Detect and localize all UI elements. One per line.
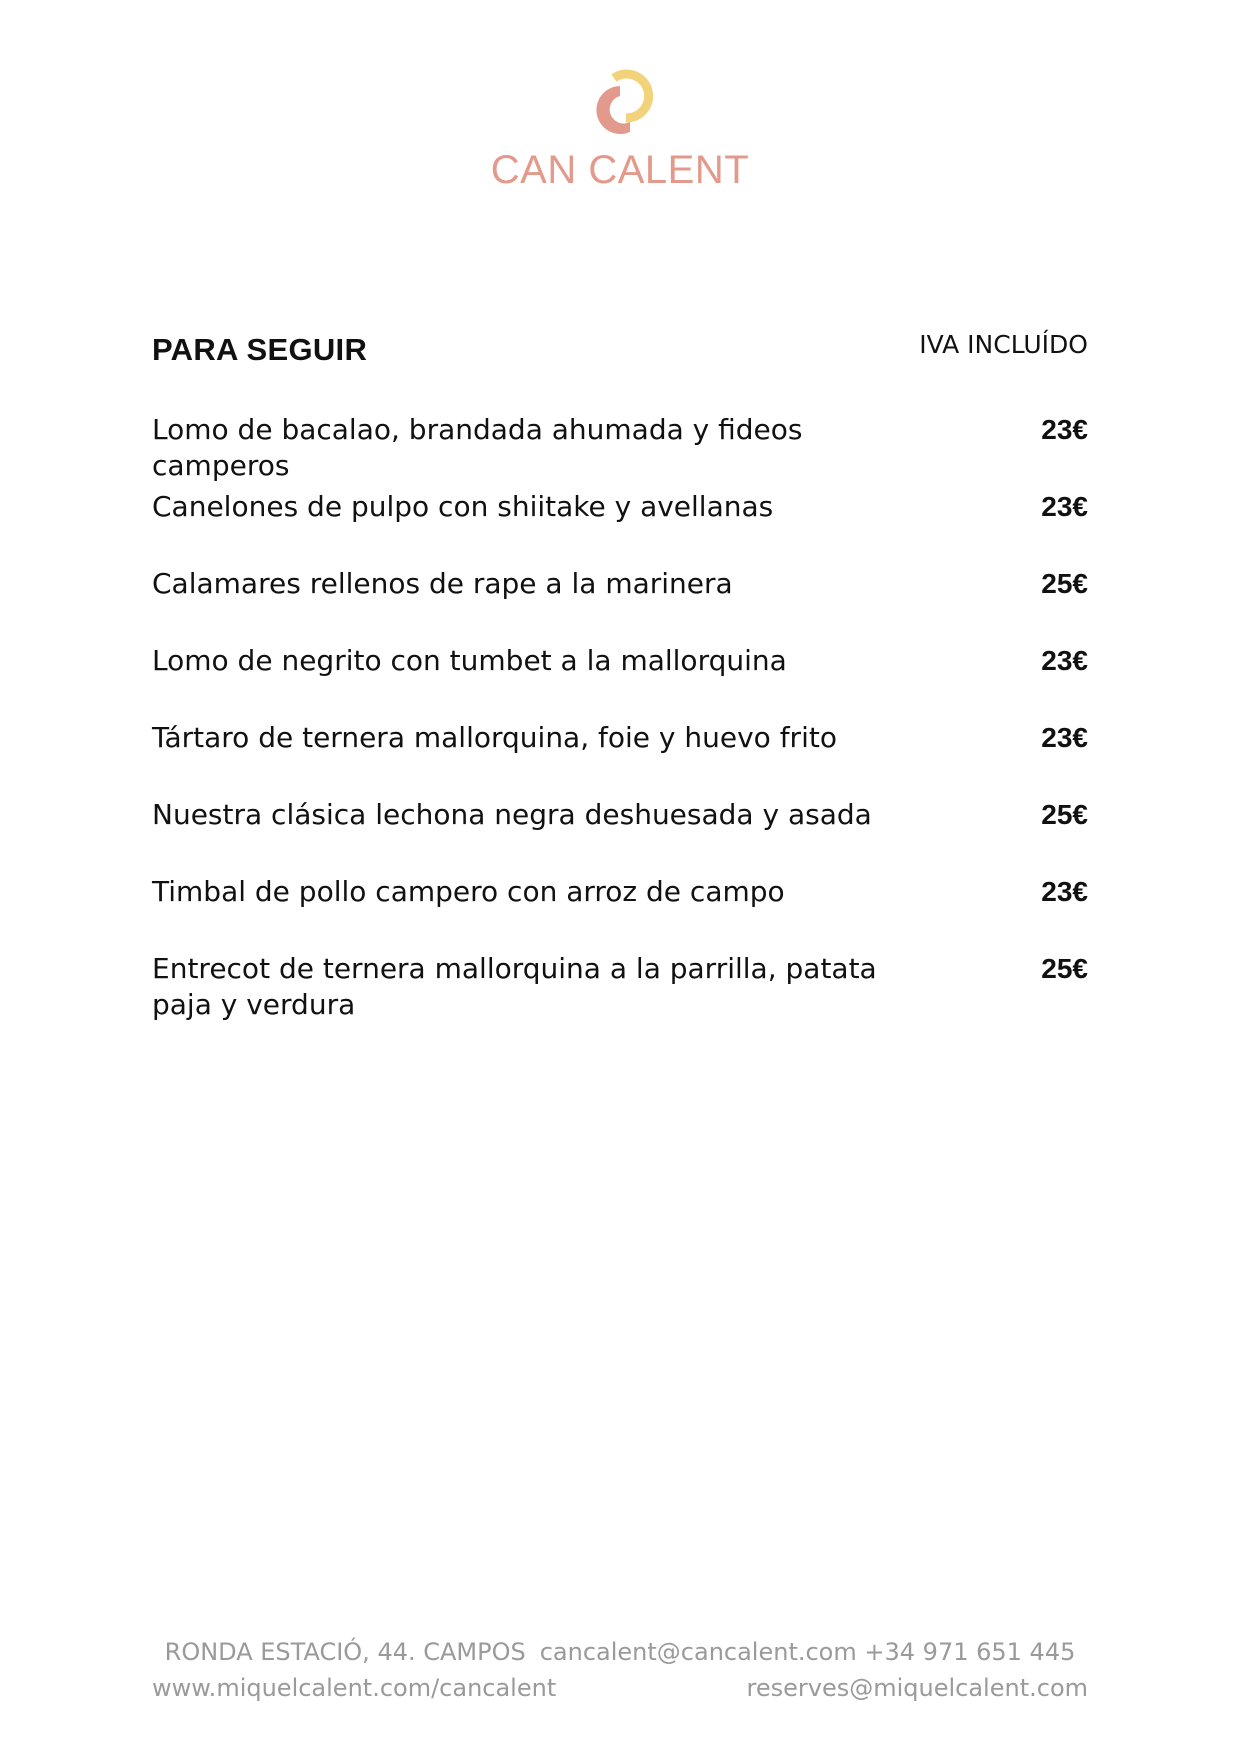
dish-name: Nuestra clásica lechona negra deshuesada y asada bbox=[152, 798, 872, 831]
menu-item bbox=[152, 566, 1088, 643]
menu-items bbox=[152, 412, 1088, 1028]
dish-name: Timbal de pollo campero con arroz de campo bbox=[152, 875, 785, 908]
dish-name: Lomo de negrito con tumbet a la mallorquina bbox=[152, 644, 787, 677]
logo bbox=[0, 56, 1240, 192]
brand-name: CAN CALENT bbox=[490, 148, 750, 192]
tax-note: IVA INCLUÍDO bbox=[919, 330, 1088, 359]
website-link[interactable]: www.miquelcalent.com/cancalent bbox=[152, 1674, 557, 1702]
menu-item bbox=[152, 951, 1088, 1028]
section-title: PARA SEGUIR bbox=[152, 332, 368, 367]
footer-contact-line bbox=[0, 1636, 1240, 1668]
dish-name: Lomo de bacalao, brandada ahumada y fideos camperos bbox=[152, 413, 803, 482]
footer bbox=[0, 1636, 1240, 1708]
menu-item bbox=[152, 643, 1088, 720]
dish-name: Tártaro de ternera mallorquina, foie y huevo frito bbox=[152, 721, 837, 754]
reservations-email-link[interactable]: reserves@miquelcalent.com bbox=[746, 1674, 1088, 1702]
dish-price: 23€ bbox=[1041, 491, 1088, 522]
dish-price: 25€ bbox=[1041, 568, 1088, 599]
menu-item bbox=[152, 489, 1088, 566]
dish-name: Entrecot de ternera mallorquina a la parrilla, patata paja y verdura bbox=[152, 952, 877, 1021]
dish-price: 23€ bbox=[1041, 722, 1088, 753]
menu-item bbox=[152, 412, 1088, 489]
dish-price: 23€ bbox=[1041, 414, 1088, 445]
dish-price: 25€ bbox=[1041, 799, 1088, 830]
dish-price: 23€ bbox=[1041, 876, 1088, 907]
email-link[interactable]: cancalent@cancalent.com bbox=[539, 1638, 857, 1666]
address: RONDA ESTACIÓ, 44. CAMPOS bbox=[164, 1638, 526, 1666]
dish-name: Calamares rellenos de rape a la marinera bbox=[152, 567, 733, 600]
double-c-logo-icon bbox=[580, 56, 660, 142]
menu-item bbox=[152, 720, 1088, 797]
dish-price: 25€ bbox=[1041, 953, 1088, 984]
footer-links-line bbox=[0, 1674, 1240, 1708]
menu-item bbox=[152, 874, 1088, 951]
menu-item bbox=[152, 797, 1088, 874]
phone-number[interactable]: +34 971 651 445 bbox=[864, 1638, 1076, 1666]
section-header bbox=[152, 330, 1088, 374]
dish-price: 23€ bbox=[1041, 645, 1088, 676]
dish-name: Canelones de pulpo con shiitake y avellanas bbox=[152, 490, 774, 523]
